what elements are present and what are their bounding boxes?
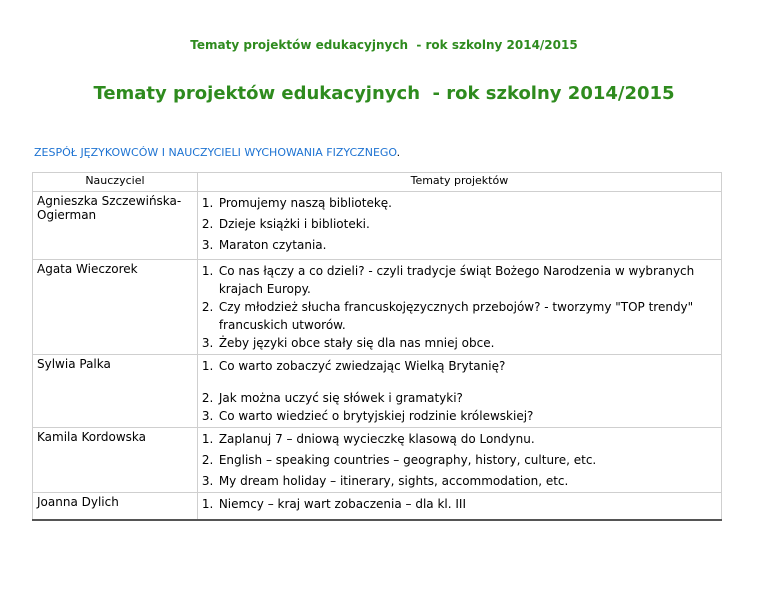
topic-text: Co warto wiedzieć o brytyjskiej rodzinie królewskiej? xyxy=(218,409,534,423)
topics-cell xyxy=(197,192,721,260)
column-header-teacher: Nauczyciel xyxy=(33,173,198,192)
topic-text: Zaplanuj 7 – dniową wycieczkę klasową do Londynu. xyxy=(218,432,535,446)
topics-list xyxy=(202,495,717,513)
topic-number: 1. xyxy=(201,359,214,373)
column-header-topics: Tematy projektów xyxy=(197,173,721,192)
topics-cell xyxy=(197,260,721,355)
table-row xyxy=(33,355,722,428)
topic-text: Co warto zobaczyć zwiedzając Wielką Brytanię? xyxy=(218,359,506,373)
teacher-cell: Joanna Dylich xyxy=(33,493,198,521)
topic-item xyxy=(202,215,717,233)
topic-number: 2. xyxy=(201,217,214,231)
topics-list xyxy=(202,194,717,254)
topic-number: 3. xyxy=(201,336,214,350)
topic-text: Niemcy – kraj wart zobaczenia – dla kl. III xyxy=(218,497,467,511)
projects-table xyxy=(32,172,722,521)
page-header: Tematy projektów edukacyjnych - rok szkolny 2014/2015 xyxy=(190,38,578,52)
topic-text: Czy młodzież słucha francuskojęzycznych przebojów? - tworzymy "TOP trendy" francuskich utworów. xyxy=(218,300,694,332)
topics-cell xyxy=(197,355,721,428)
team-heading-dot: . xyxy=(396,146,401,159)
table-row xyxy=(33,192,722,260)
teacher-cell: Kamila Kordowska xyxy=(33,428,198,493)
topic-item xyxy=(202,194,717,212)
topic-text: Dzieje książki i biblioteki. xyxy=(218,217,370,231)
topic-number: 1. xyxy=(201,196,214,210)
topic-text: Jak można uczyć się słówek i gramatyki? xyxy=(218,391,463,405)
table-row xyxy=(33,260,722,355)
topic-number: 1. xyxy=(201,497,214,511)
topic-item xyxy=(202,298,717,334)
topic-item xyxy=(202,472,717,490)
team-heading-text: ZESPÓŁ JĘZYKOWCÓW I NAUCZYCIELI WYCHOWANIA FIZYCZNEGO xyxy=(34,146,397,159)
teacher-cell: Sylwia Palka xyxy=(33,355,198,428)
topic-item xyxy=(202,430,717,448)
topic-text: English – speaking countries – geography, history, culture, etc. xyxy=(218,453,597,467)
topic-item xyxy=(202,334,717,352)
topic-item xyxy=(202,389,717,407)
teacher-cell: Agata Wieczorek xyxy=(33,260,198,355)
topic-text: Żeby języki obce stały się dla nas mniej obce. xyxy=(218,336,495,350)
topic-text: Maraton czytania. xyxy=(218,238,327,252)
table-row xyxy=(33,493,722,521)
topics-list xyxy=(202,357,717,425)
topics-list xyxy=(202,262,717,352)
topic-item xyxy=(202,236,717,254)
topic-number: 3. xyxy=(201,409,214,423)
topic-text: Promujemy naszą bibliotekę. xyxy=(218,196,392,210)
topic-number: 1. xyxy=(201,432,214,446)
topic-text: Co nas łączy a co dzieli? - czyli tradycje świąt Bożego Narodzenia w wybranych krajach Europy. xyxy=(218,264,695,296)
topic-text: My dream holiday – itinerary, sights, accommodation, etc. xyxy=(218,474,569,488)
topic-number: 2. xyxy=(201,453,214,467)
topic-item xyxy=(202,407,717,425)
topics-cell xyxy=(197,428,721,493)
topics-list xyxy=(202,430,717,490)
page-title: Tematy projektów edukacyjnych - rok szkolny 2014/2015 xyxy=(93,83,675,104)
topic-number: 3. xyxy=(201,238,214,252)
topic-item xyxy=(202,357,717,375)
topic-item xyxy=(202,451,717,469)
topics-cell xyxy=(197,493,721,521)
table-header-row xyxy=(33,173,722,192)
topic-number: 3. xyxy=(201,474,214,488)
topic-item xyxy=(202,262,717,298)
topic-number: 2. xyxy=(201,391,214,405)
team-heading xyxy=(34,146,400,159)
teacher-cell: Agnieszka Szczewińska-Ogierman xyxy=(33,192,198,260)
topic-number: 1. xyxy=(201,264,214,278)
topic-number: 2. xyxy=(201,300,214,314)
topic-item xyxy=(202,495,717,513)
table-row xyxy=(33,428,722,493)
